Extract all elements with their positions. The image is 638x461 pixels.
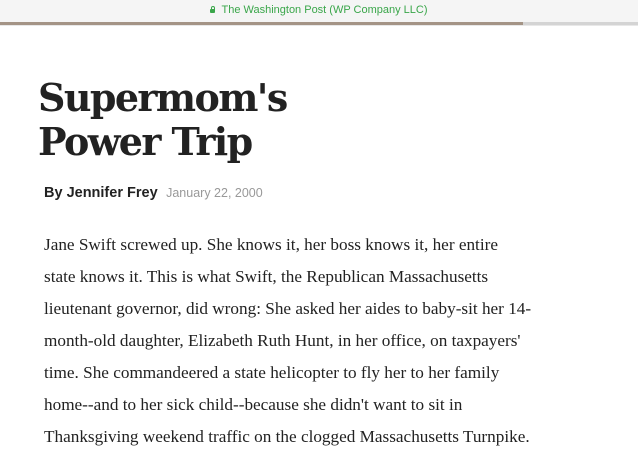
publish-date: January 22, 2000: [166, 186, 263, 200]
author-name[interactable]: By Jennifer Frey: [44, 185, 158, 201]
site-url-label: The Washington Post (WP Company LLC): [221, 4, 428, 16]
headline-line: Power Trip: [38, 119, 252, 164]
article-body: [44, 229, 624, 453]
body-line: Jane Swift screwed up. She knows it, her boss knows it, her entire: [44, 235, 498, 254]
body-line: state knows it. This is what Swift, the Republican Massachusetts: [44, 267, 489, 286]
article-headline: [38, 76, 598, 164]
body-line: month-old daughter, Elizabeth Ruth Hunt, in her office, on taxpayers': [44, 331, 521, 350]
body-line: lieutenant governor, did wrong: She asked her aides to baby-sit her 14-: [44, 299, 532, 318]
lock-icon: [210, 9, 215, 13]
body-line: home--and to her sick child--because she didn't want to sit in: [44, 395, 463, 414]
site-identity[interactable]: [0, 3, 638, 17]
browser-address-bar: [0, 0, 638, 22]
byline: [44, 184, 263, 202]
body-line: time. She commandeered a state helicopter to fly her to her family: [44, 363, 500, 382]
header-divider: [0, 25, 638, 26]
headline-line: Supermom's: [38, 75, 287, 120]
body-line: Thanksgiving weekend traffic on the clogged Massachusetts Turnpike.: [44, 427, 530, 446]
